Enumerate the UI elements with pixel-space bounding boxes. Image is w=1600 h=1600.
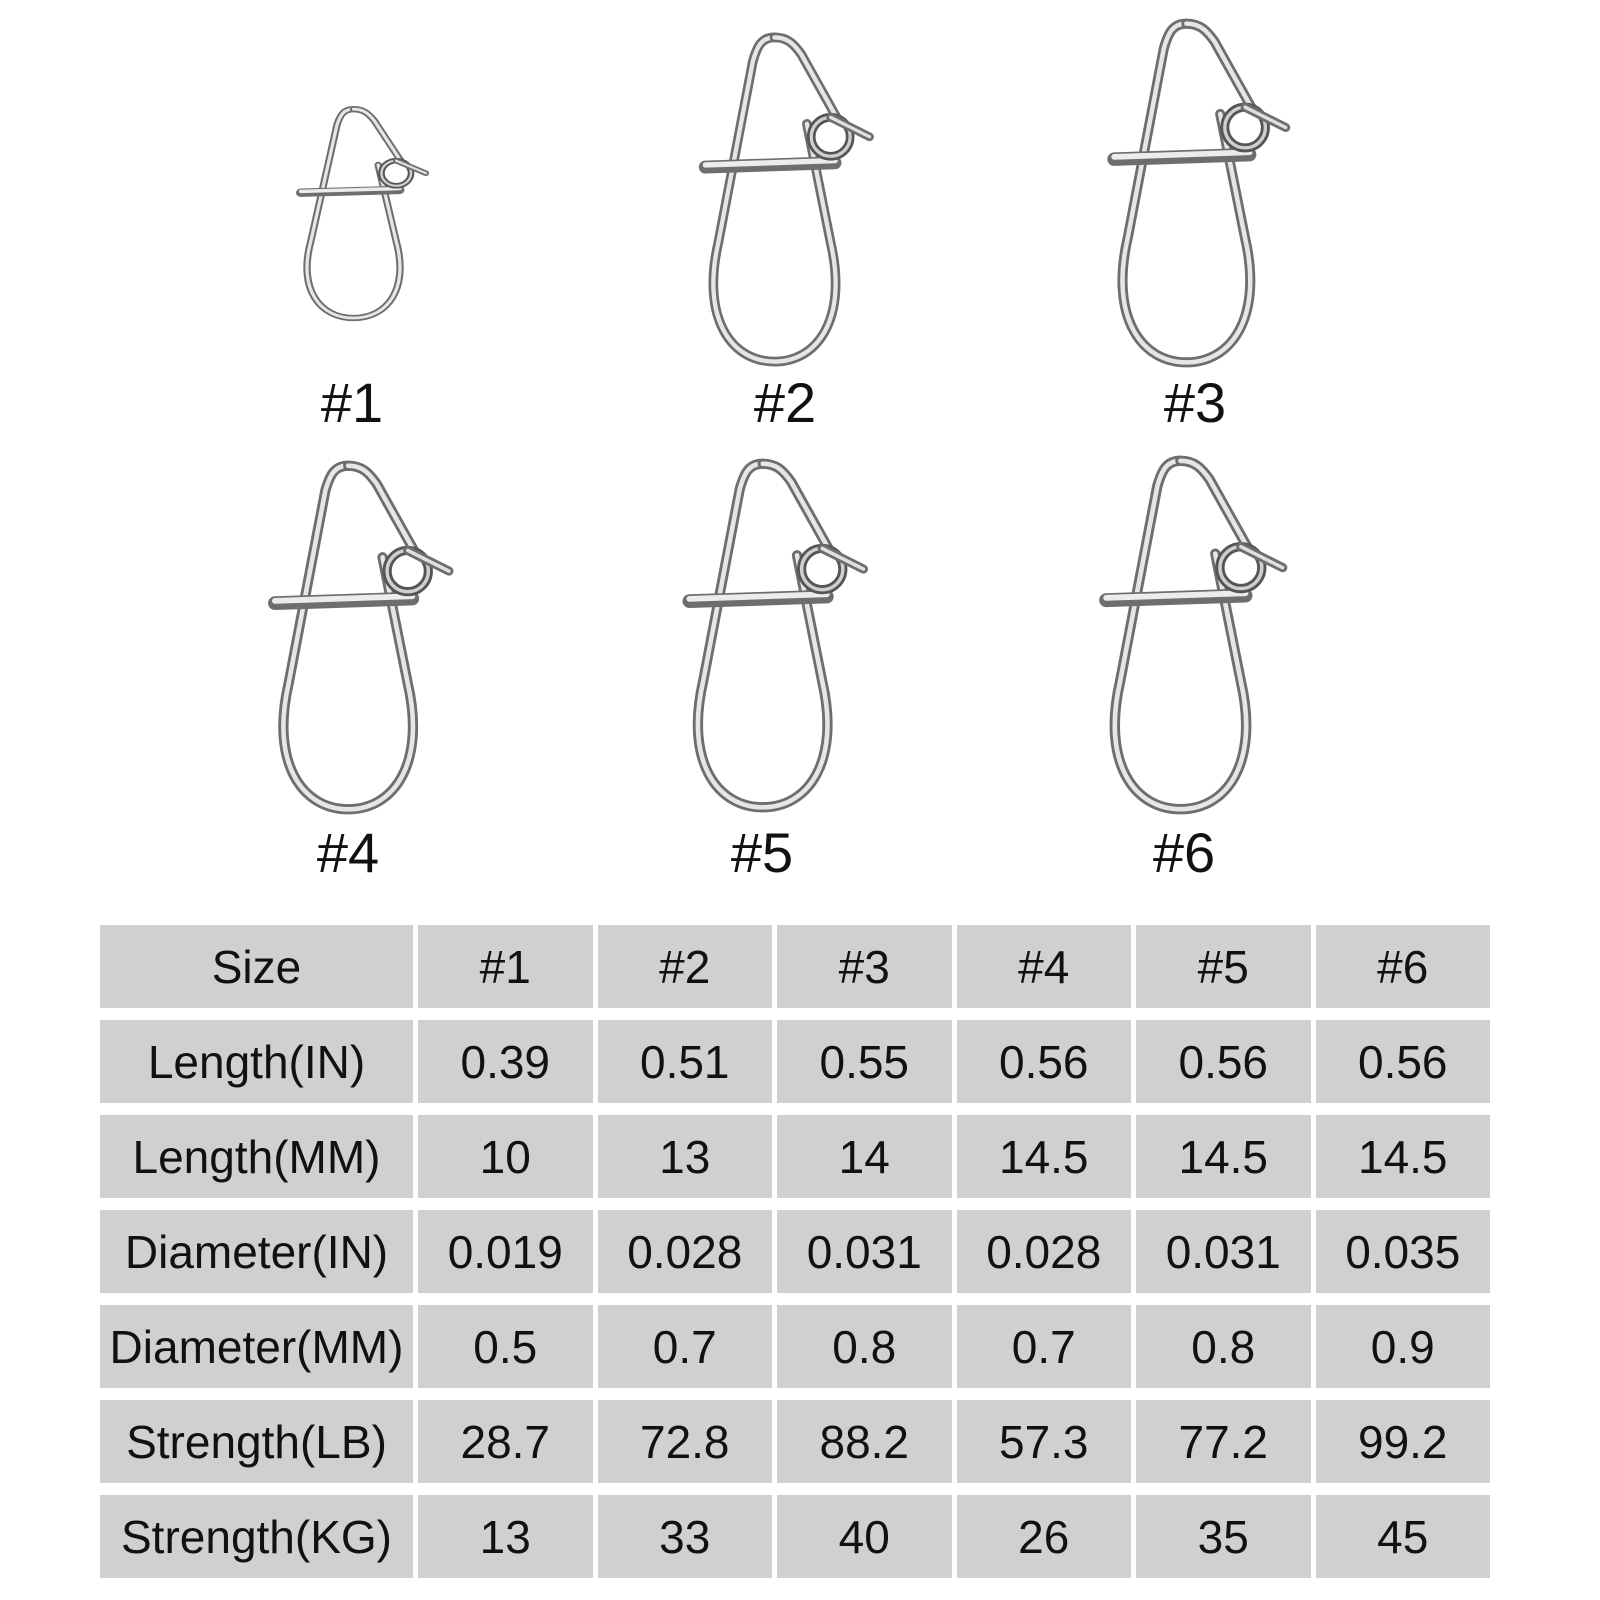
table-cell: 14.5 [1316,1115,1491,1198]
snap-label-1: #1 [320,371,384,434]
table-cell: 88.2 [777,1400,952,1483]
table-cell: 0.7 [957,1305,1132,1388]
table-cell: 0.39 [418,1020,593,1103]
table-cell: 0.031 [1136,1210,1311,1293]
table-cell: 0.028 [957,1210,1132,1293]
table-cell: 13 [418,1495,593,1578]
table-cell: 57.3 [957,1400,1132,1483]
table-cell: 0.5 [418,1305,593,1388]
snap-image-3 [1098,18,1303,368]
table-row [100,1400,1490,1483]
table-cell: 0.031 [777,1210,952,1293]
table-cell: 0.7 [598,1305,773,1388]
table-cell: 0.56 [1316,1020,1491,1103]
header-cell: #4 [957,925,1132,1008]
table-cell: 77.2 [1136,1400,1311,1483]
table-cell: 0.51 [598,1020,773,1103]
header-cell: #3 [777,925,952,1008]
row-label: Strength(KG) [100,1495,413,1578]
table-cell: 28.7 [418,1400,593,1483]
snap-label-6: #6 [1152,821,1216,884]
table-cell: 26 [957,1495,1132,1578]
table-cell: 0.9 [1316,1305,1491,1388]
header-cell: #6 [1316,925,1491,1008]
header-cell: #1 [418,925,593,1008]
table-cell: 0.55 [777,1020,952,1103]
row-label: Strength(LB) [100,1400,413,1483]
snap-label-4: #4 [316,821,380,884]
table-row [100,1020,1490,1103]
snap-label-5: #5 [730,821,794,884]
row-label: Length(IN) [100,1020,413,1103]
table-cell: 33 [598,1495,773,1578]
table-row [100,1495,1490,1578]
table-cell: 14.5 [1136,1115,1311,1198]
table-cell: 0.56 [957,1020,1132,1103]
table-cell: 45 [1316,1495,1491,1578]
header-cell: #5 [1136,925,1311,1008]
table-cell: 35 [1136,1495,1311,1578]
table-cell: 0.035 [1316,1210,1491,1293]
size-spec-table [95,913,1495,1590]
table-cell: 0.019 [418,1210,593,1293]
table-row [100,1115,1490,1198]
snap-image-1 [285,105,445,365]
header-cell: Size [100,925,413,1008]
row-label: Diameter(IN) [100,1210,413,1293]
table-row [100,1210,1490,1293]
table-cell: 40 [777,1495,952,1578]
table-header-row [100,925,1490,1008]
snap-label-2: #2 [753,371,817,434]
row-label: Length(MM) [100,1115,413,1198]
table-cell: 0.028 [598,1210,773,1293]
snap-image-2 [688,32,888,367]
table-cell: 13 [598,1115,773,1198]
snap-label-3: #3 [1163,371,1227,434]
table-cell: 0.56 [1136,1020,1311,1103]
table-cell: 99.2 [1316,1400,1491,1483]
snap-image-5 [672,458,882,813]
table-cell: 14.5 [957,1115,1132,1198]
snap-image-6 [1090,455,1300,815]
header-cell: #2 [598,925,773,1008]
table-cell: 72.8 [598,1400,773,1483]
table-cell: 14 [777,1115,952,1198]
table-cell: 0.8 [1136,1305,1311,1388]
row-label: Diameter(MM) [100,1305,413,1388]
table-cell: 10 [418,1115,593,1198]
snap-image-4 [255,460,470,815]
table-row [100,1305,1490,1388]
table-cell: 0.8 [777,1305,952,1388]
